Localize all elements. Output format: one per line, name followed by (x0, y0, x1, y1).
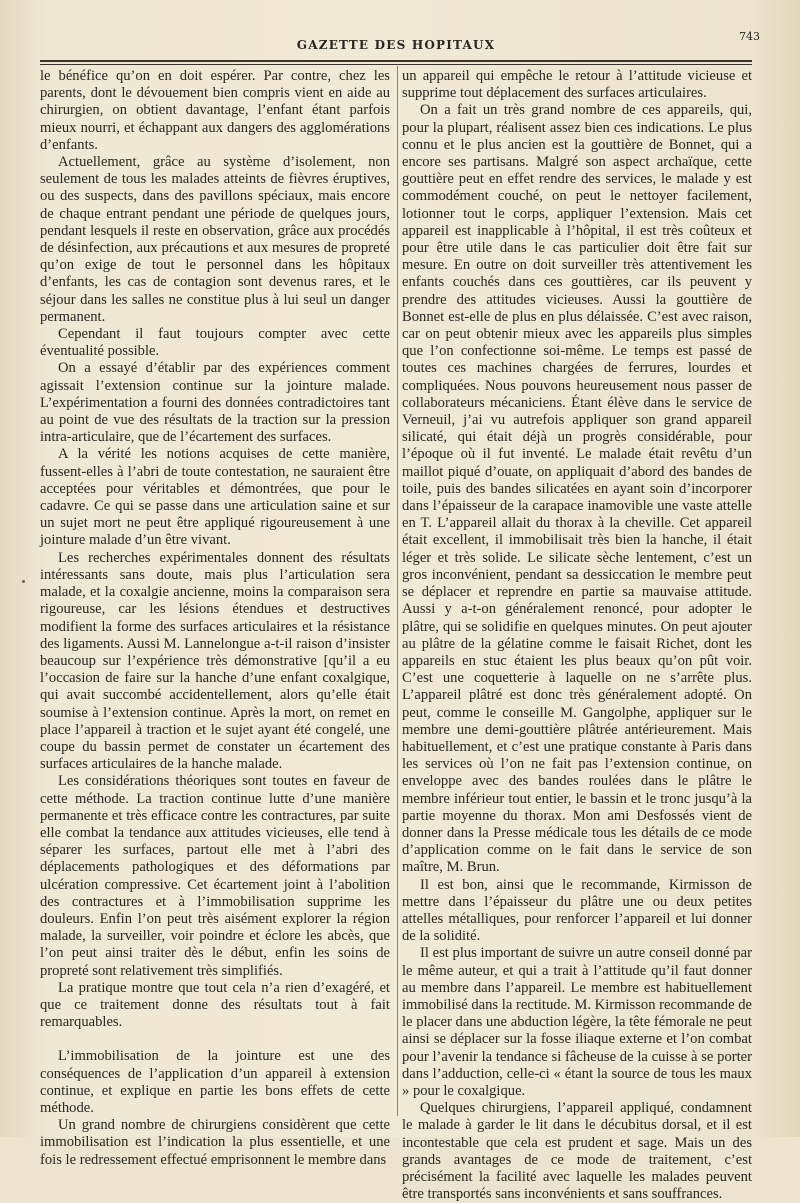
paragraph: Actuellement, grâce au système d’isolement, non seulement de tous les malades atteints de fièvres éruptives, ou des suspects, dans des pavillons spéciaux, mais encore de chaque entrant pendant une période de quelques jours, pendant lesquels il reste en observation, grâce aux procédés de désinfection, aux précautions et aux mesures de propreté qu’on exige de tout le personnel dans les hôpitaux d’enfants, les cas de contagion sont devenus rares, et le séjour dans les salles ne constitue plus à lui seul un danger permanent. (40, 154, 390, 325)
paragraph: A la vérité les notions acquises de cette manière, fussent-elles à l’abri de toute contestation, ne sauraient être acceptées pour véritables et démontrées, que pour le cadavre. Ce qui se passe dans une articulation saine et sur un sujet mort ne peut être appliqué rigoureusement à une jointure malade d’un être vivant. (40, 446, 390, 549)
paragraph: Il est bon, ainsi que le recommande, Kirmisson de mettre dans l’épaisseur du plâtre une ou deux petites attelles métalliques, pour renforcer l’appareil et lui donner de la solidité. (402, 876, 752, 945)
column-divider (397, 66, 398, 1116)
paragraph: La pratique montre que tout cela n’a rien d’exagéré, et que ce traitement donne des résultats tout à fait remarquables. (40, 979, 390, 1031)
header-rule-thick (40, 60, 752, 62)
paragraph: On a fait un très grand nombre de ces appareils, qui, pour la plupart, réalisent assez bien ces indications. Le plus connu et le plus ancien est la gouttière de Bonnet, qui a encore ses partisans. Malgré son aspect archaïque, cette gouttière peut en effet rendre des services, le malade y est commodément couché, on peut le nettoyer facilement, lotionner tout le corps, appliquer l’extension. Mais cet appareil est inapplicable à l’hôpital, il est très coûteux et pour être utile dans le cas particulier doit être fait sur mesure. En outre on doit surveiller très attentivement les enfants couchés dans ces gouttières, car ils peuvent y prendre des attitudes vicieuses. Aussi la gouttière de Bonnet est-elle de plus en plus délaissée. C’est avec raison, car on peut obtenir mieux avec les appareils plus simples que l’on confectionne soi-même. Le temps est passé de toutes ces machines chargées de ferrures, lourdes et compliquées. Nous pouvons heureusement nous passer de collaborateurs mécaniciens. Étant élève dans le service de Verneuil, j’ai vu autrefois appliquer son grand appareil silicaté, qui était déjà un progrès considérable, pour l’époque où il fut inventé. Le malade était revêtu d’un maillot piqué d’ouate, on appliquait d’abord des bandes de toile, puis des bandes silicatées en ayant soin d’incorporer dans l’épaisseur de la carapace inamovible une vaste attelle en T. L’appareil allait du thorax à la cheville. Cet appareil était excellent, il immobilisait très bien la hanche, il était léger et très solide. Le silicate sèche lentement, c’est un gros inconvénient, pendant sa dessiccation le membre peut se déplacer et reprendre en partie sa mauvaise attitude. Aussi y a-t-on généralement renoncé, pour adopter le plâtre, qui se solidifie en quelques minutes. On peut ajouter au plâtre de la gélatine comme le faisait Richet, dont les appareils en stuc étaient les plus beaux qu’on pût voir. C’est une coquetterie à laquelle on ne s’arrête plus. L’appareil plâtré est donc très généralement adopté. On peut, comme le conseille M. Gangolphe, appliquer sur le membre une demi-gouttière plâtrée antérieurement. Mais habituellement, et c’est une pratique constante à Paris dans les services où l’on ne fait pas l’extension continue, on enveloppe avec des bandes roulées dans le plâtre le membre inférieur tout entier, le bassin et le tronc jusqu’à la partie moyenne du thorax. Mon ami Desfossés vient de donner dans la Presse médicale tous les détails de ce mode d’application comme on le fait dans le service de son maître, M. Brun. (402, 102, 752, 876)
running-title: GAZETTE DES HOPITAUX (296, 38, 496, 52)
header-rule-thin (40, 64, 752, 65)
paragraph: Il est plus important de suivre un autre conseil donné par le même auteur, et qui a trait à l’attitude qu’il faut donner au membre dans l’appareil. Le membre est habituellement immobilisé dans la rectitude. M. Kirmisson recommande de le placer dans une abduction légère, la tête fémorale ne peut ainsi se déplacer sur la fosse iliaque externe et l’on combat pour l’avenir la tendance si fâcheuse de la cuisse à se porter dans l’adduction, celle-ci « étant la source de tous les maux » pour le coxalgique. (402, 945, 752, 1099)
paragraph: Un grand nombre de chirurgiens considèrent que cette immobilisation est l’indication la plus essentielle, et une fois le redressement effectué emprisonnent le membre dans (40, 1117, 390, 1168)
paragraph: Cependant il faut toujours compter avec cette éventualité possible. (40, 326, 390, 360)
paragraph: Quelques chirurgiens, l’appareil appliqué, condamnent le malade à garder le lit dans le décubitus dorsal, et il est incontestable que cela est prudent et sage. Mais un des grands avantages de ce mode de traitement, c’est précisément la facilité avec laquelle les malades peuvent être transportés sans inconvénients et sans souffrances. (402, 1100, 752, 1203)
paragraph: le bénéfice qu’on en doit espérer. Par contre, chez les parents, dont le dévouement bien compris vient en aide au chirurgien, on obtient davantage, l’enfant étant parfois mieux nourri, et échappant aux dangers des agglomérations d’enfants. (40, 68, 390, 153)
paragraph: Les considérations théoriques sont toutes en faveur de cette méthode. La traction continue lutte d’une manière permanente et très efficace contre les contractures, par suite elle combat la tendance aux attitudes vicieuses, elle tend à séparer les surfaces, partout elle met à l’abri des déplacements pathologiques et des déformations par ulcération compressive. Cet écartement joint à l’abolition des contractures et à l’immobilisation supprime les douleurs. Enfin l’on peut très aisément explorer la région malade, la surveiller, voir poindre et éclore les abcès, que l’on peut ainsi traiter dès le début, enfin les soins de propreté sont relativement très simplifiés. (40, 773, 390, 979)
paragraph: Les recherches expérimentales donnent des résultats intéressants sans doute, mais plus l’articulation sera malade, et la coxalgie ancienne, moins la comparaison sera rigoureuse, car les lésions étendues et destructives modifient la forme des surfaces articulaires et la résistance des ligaments. Aussi M. Lannelongue a-t-il raison d’insister beaucoup sur l’expérience très démonstrative [qu’il a eu l’occasion de faire sur la hanche d’une enfant coxalgique, qui avait succombé accidentellement, alors qu’elle était soumise à l’extension continue. Après la mort, on remet en place l’appareil à traction et le sujet ayant été congelé, une coupe du bassin permet de constater un écartement des surfaces articulaires de la hanche malade. (40, 549, 390, 773)
page-header (40, 30, 760, 58)
page-number: 743 (739, 30, 760, 43)
paragraph: L’immobilisation de la jointure est une des conséquences de l’application d’un appareil à extension continue, et explique en partie les bons effets de cette méthode. (40, 1048, 390, 1116)
paragraph: un appareil qui empêche le retour à l’attitude vicieuse et supprime tout déplacement des surfaces articulaires. (402, 68, 752, 102)
left-column (40, 68, 390, 1169)
right-column (402, 68, 752, 1203)
paragraph: On a essayé d’établir par des expériences comment agissait l’extension continue sur la jointure malade. L’expérimentation a fourni des données contradictoires tant au point de vue des résultats de la traction sur la pression intra-articulaire, que de l’écartement des surfaces. (40, 360, 390, 446)
margin-mark (22, 580, 25, 583)
